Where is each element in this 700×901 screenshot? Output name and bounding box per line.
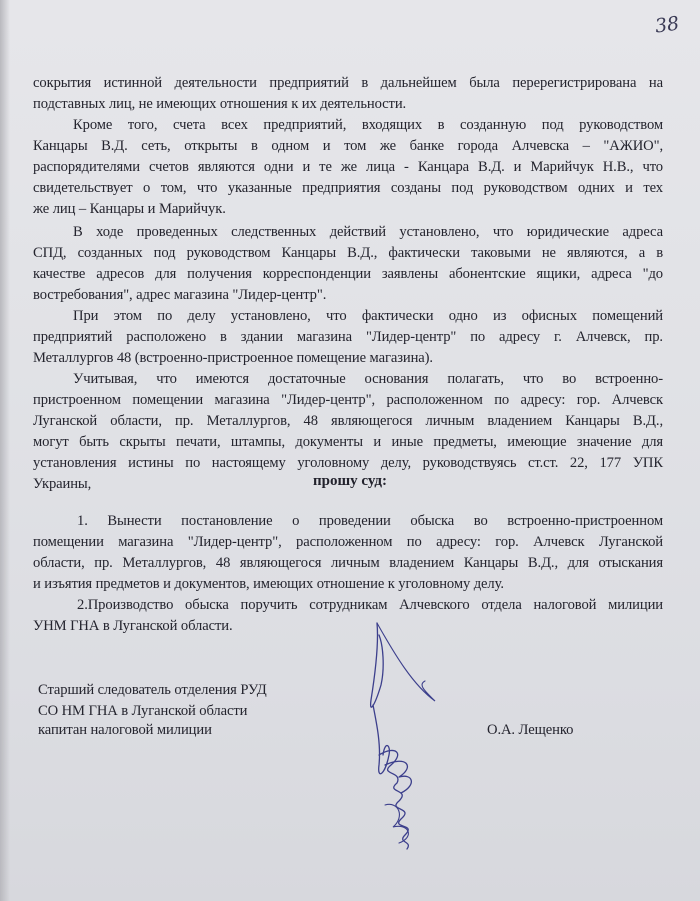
request-heading: прошу суд: — [313, 473, 387, 489]
body-line: Кроме того, счета всех предприятий, входящих в созданную под руководством — [73, 117, 663, 133]
body-line: качестве адресов для получения корреспонденции заявлены абонентские ящики, адреса "до — [33, 266, 663, 282]
body-line: При этом по делу установлено, что фактически одно из офисных помещений — [73, 308, 663, 324]
page-edge-shadow — [0, 0, 10, 901]
body-line: 2.Производство обыска поручить сотрудникам Алчевского отдела налоговой милиции — [77, 597, 663, 613]
body-line: сокрытия истинной деятельности предприятий в дальнейшем была перерегистрирована на — [33, 75, 663, 91]
body-line: СПД, созданных под руководством Канцары В.Д., фактически таковыми не являются, а в — [33, 245, 663, 261]
position-line: СО НМ ГНА в Луганской области — [38, 703, 248, 719]
handwritten-page-number: 38 — [653, 12, 681, 38]
body-line: пристроенном помещении магазина "Лидер-центр", расположенном по адресу: гор. Алчевск — [33, 392, 663, 408]
body-line: востребования", адрес магазина "Лидер-центр". — [33, 287, 327, 303]
body-line: Учитывая, что имеются достаточные основания полагать, что во встроенно- — [73, 371, 663, 387]
body-line: УНМ ГНА в Луганской области. — [33, 618, 233, 634]
handwritten-signature — [355, 605, 465, 855]
signer-name: О.А. Лещенко — [487, 722, 574, 738]
body-line: Украины, — [33, 476, 92, 492]
body-line: могут быть скрыты печати, штампы, документы и иные предметы, имеющие значение для — [33, 434, 663, 450]
body-line: помещении магазина "Лидер-центр", расположенном по адресу: гор. Алчевск Луганской — [33, 534, 663, 550]
position-line: капитан налоговой милиции — [38, 722, 212, 738]
body-line: В ходе проведенных следственных действий установлено, что юридические адреса — [73, 224, 663, 240]
body-line: установления истины по настоящему уголовному делу, руководствуясь ст.ст. 22, 177 УПК — [33, 455, 663, 471]
body-line: предприятий расположено в здании магазина "Лидер-центр" по адресу г. Алчевск, пр. — [33, 329, 663, 345]
body-line: 1. Вынести постановление о проведении обыска во встроенно-пристроенном — [77, 513, 663, 529]
body-line: области, пр. Металлургов, 48 являющегося личным владением Канцары В.Д., для отыскания — [33, 555, 663, 571]
position-line: Старший следователь отделения РУД — [38, 682, 267, 698]
body-line: Луганской области, пр. Металлургов, 48 являющегося личным владением Канцары В.Д., — [33, 413, 663, 429]
body-line: распорядителями счетов являются одни и те же лица - Канцара В.Д. и Марийчук Н.В., что — [33, 159, 663, 175]
body-line: Металлургов 48 (встроенно-пристроенное помещение магазина). — [33, 350, 433, 366]
body-line: подставных лиц, не имеющих отношения к их деятельности. — [33, 96, 407, 112]
body-line: и изъятия предметов и документов, имеющих отношение к уголовному делу. — [33, 576, 504, 592]
body-line: же лиц – Канцары и Марийчук. — [33, 201, 226, 217]
body-line: Канцары В.Д. сеть, открыты в одном и том же банке города Алчевска – "АЖИО", — [33, 138, 663, 154]
body-line: свидетельствует о том, что указанные предприятия созданы под руководством одних и тех — [33, 180, 663, 196]
